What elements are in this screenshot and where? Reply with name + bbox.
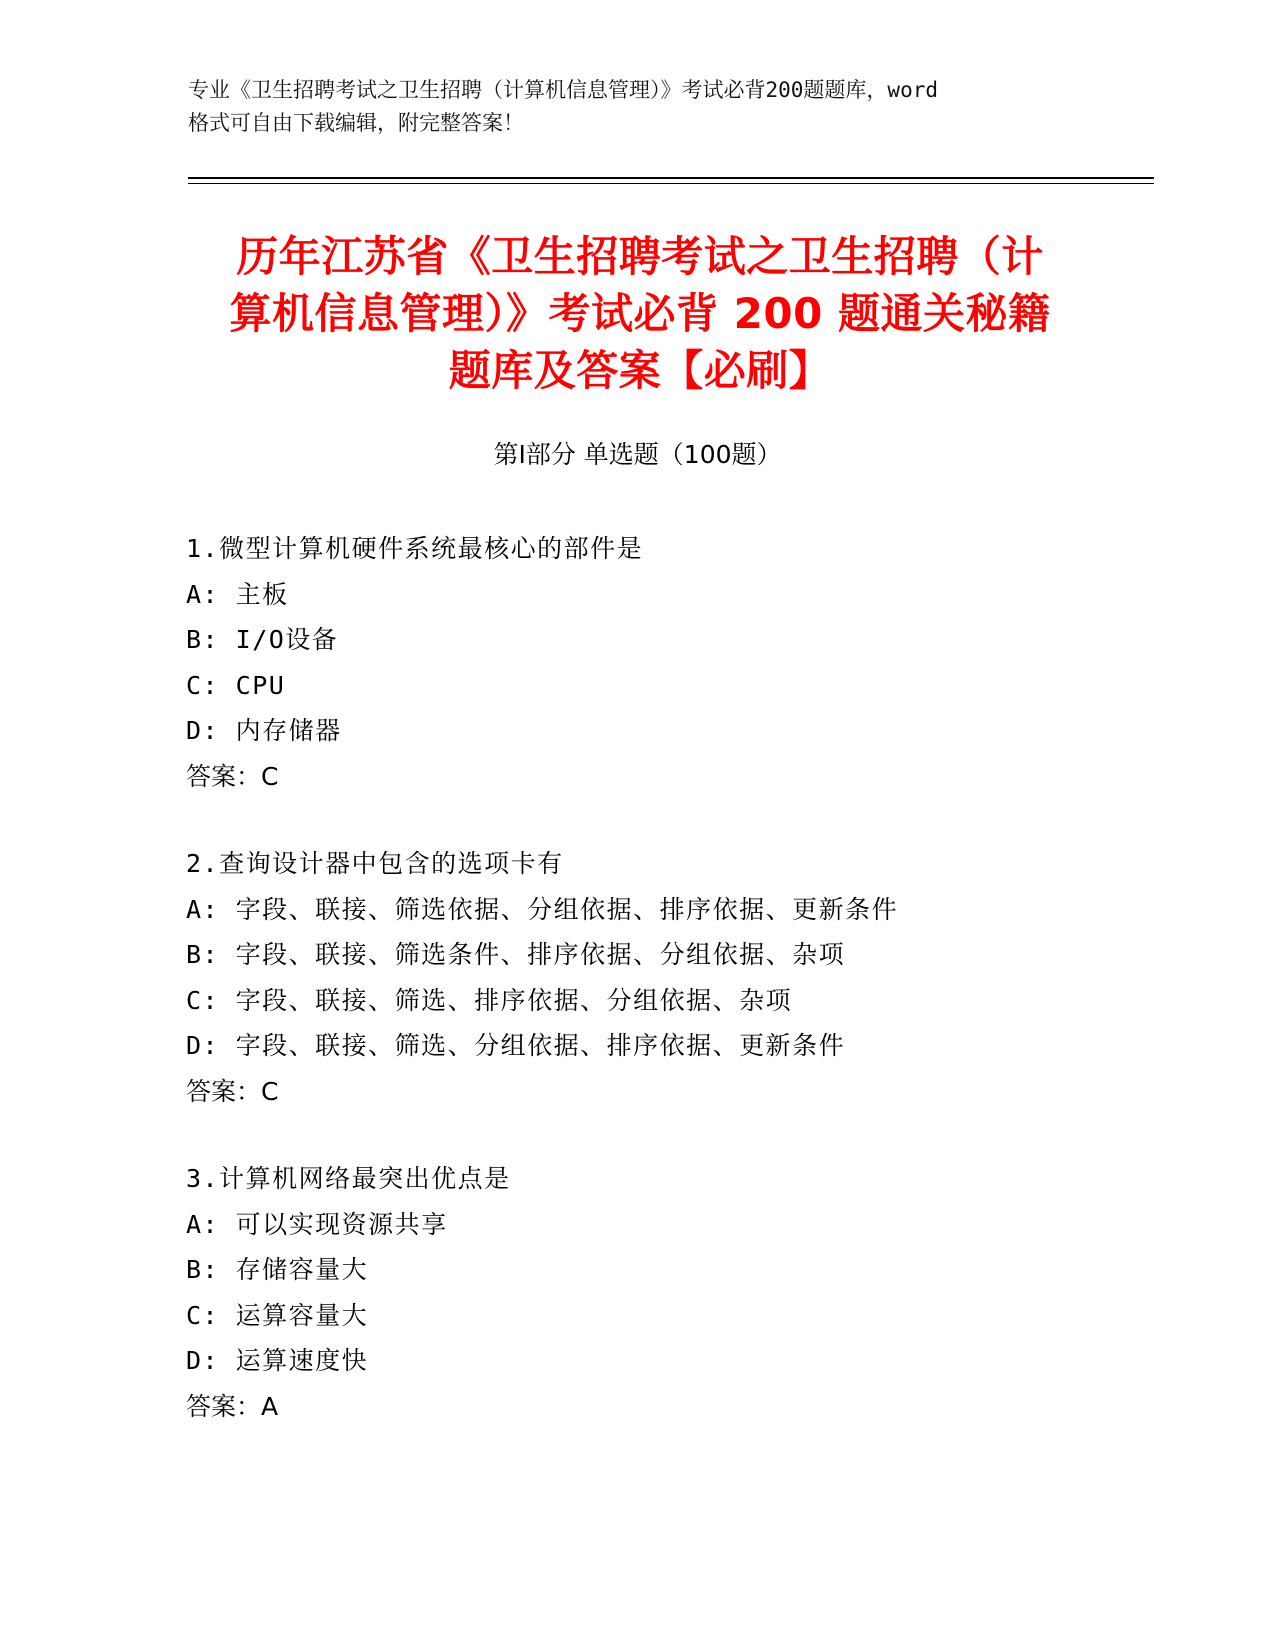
header-divider-thin bbox=[188, 183, 1154, 184]
section-title: 第Ⅰ部分 单选题（100题） bbox=[493, 440, 782, 469]
answer: 答案：C bbox=[186, 1076, 279, 1106]
option-c: C: 字段、联接、筛选、排序依据、分组依据、杂项 bbox=[186, 985, 793, 1015]
question-stem: 3.计算机网络最突出优点是 bbox=[186, 1164, 511, 1193]
option-b: B: 存储容量大 bbox=[186, 1255, 369, 1284]
option-a: A: 可以实现资源共享 bbox=[186, 1209, 448, 1239]
question-stem: 1.微型计算机硬件系统最核心的部件是 bbox=[186, 534, 644, 563]
document-title bbox=[190, 228, 1090, 399]
question-stem: 2.查询设计器中包含的选项卡有 bbox=[186, 849, 564, 878]
question-item-2 bbox=[186, 841, 1186, 1114]
header-note-line-1: 专业《卫生招聘考试之卫生招聘（计算机信息管理）》考试必背200题题库，word bbox=[188, 78, 938, 102]
option-d: D: 字段、联接、筛选、分组依据、排序依据、更新条件 bbox=[186, 1031, 846, 1060]
option-d: D: 运算速度快 bbox=[186, 1346, 369, 1375]
option-a: A: 主板 bbox=[186, 579, 289, 609]
option-b: B: I/O设备 bbox=[186, 625, 339, 654]
header-note bbox=[188, 74, 1098, 140]
question-item-3 bbox=[186, 1156, 1186, 1429]
document-title-line-1: 历年江苏省《卫生招聘考试之卫生招聘（计 bbox=[236, 232, 1044, 281]
header-note-line-2: 格式可自由下载编辑，附完整答案！ bbox=[188, 111, 524, 135]
option-a: A: 字段、联接、筛选依据、分组依据、排序依据、更新条件 bbox=[186, 894, 899, 924]
answer: 答案：C bbox=[186, 761, 279, 791]
header-divider-thick bbox=[188, 177, 1154, 179]
question-list bbox=[186, 526, 1186, 1471]
option-d: D: 内存储器 bbox=[186, 716, 342, 745]
document-title-line-2: 算机信息管理）》考试必背 200 题通关秘籍 bbox=[229, 289, 1051, 338]
option-c: C: 运算容量大 bbox=[186, 1300, 369, 1330]
option-b: B: 字段、联接、筛选条件、排序依据、分组依据、杂项 bbox=[186, 940, 846, 969]
answer: 答案：A bbox=[186, 1391, 279, 1421]
question-item-1 bbox=[186, 526, 1186, 799]
option-c: C: CPU bbox=[186, 670, 286, 700]
document-title-line-3: 题库及答案【必刷】 bbox=[448, 346, 832, 395]
